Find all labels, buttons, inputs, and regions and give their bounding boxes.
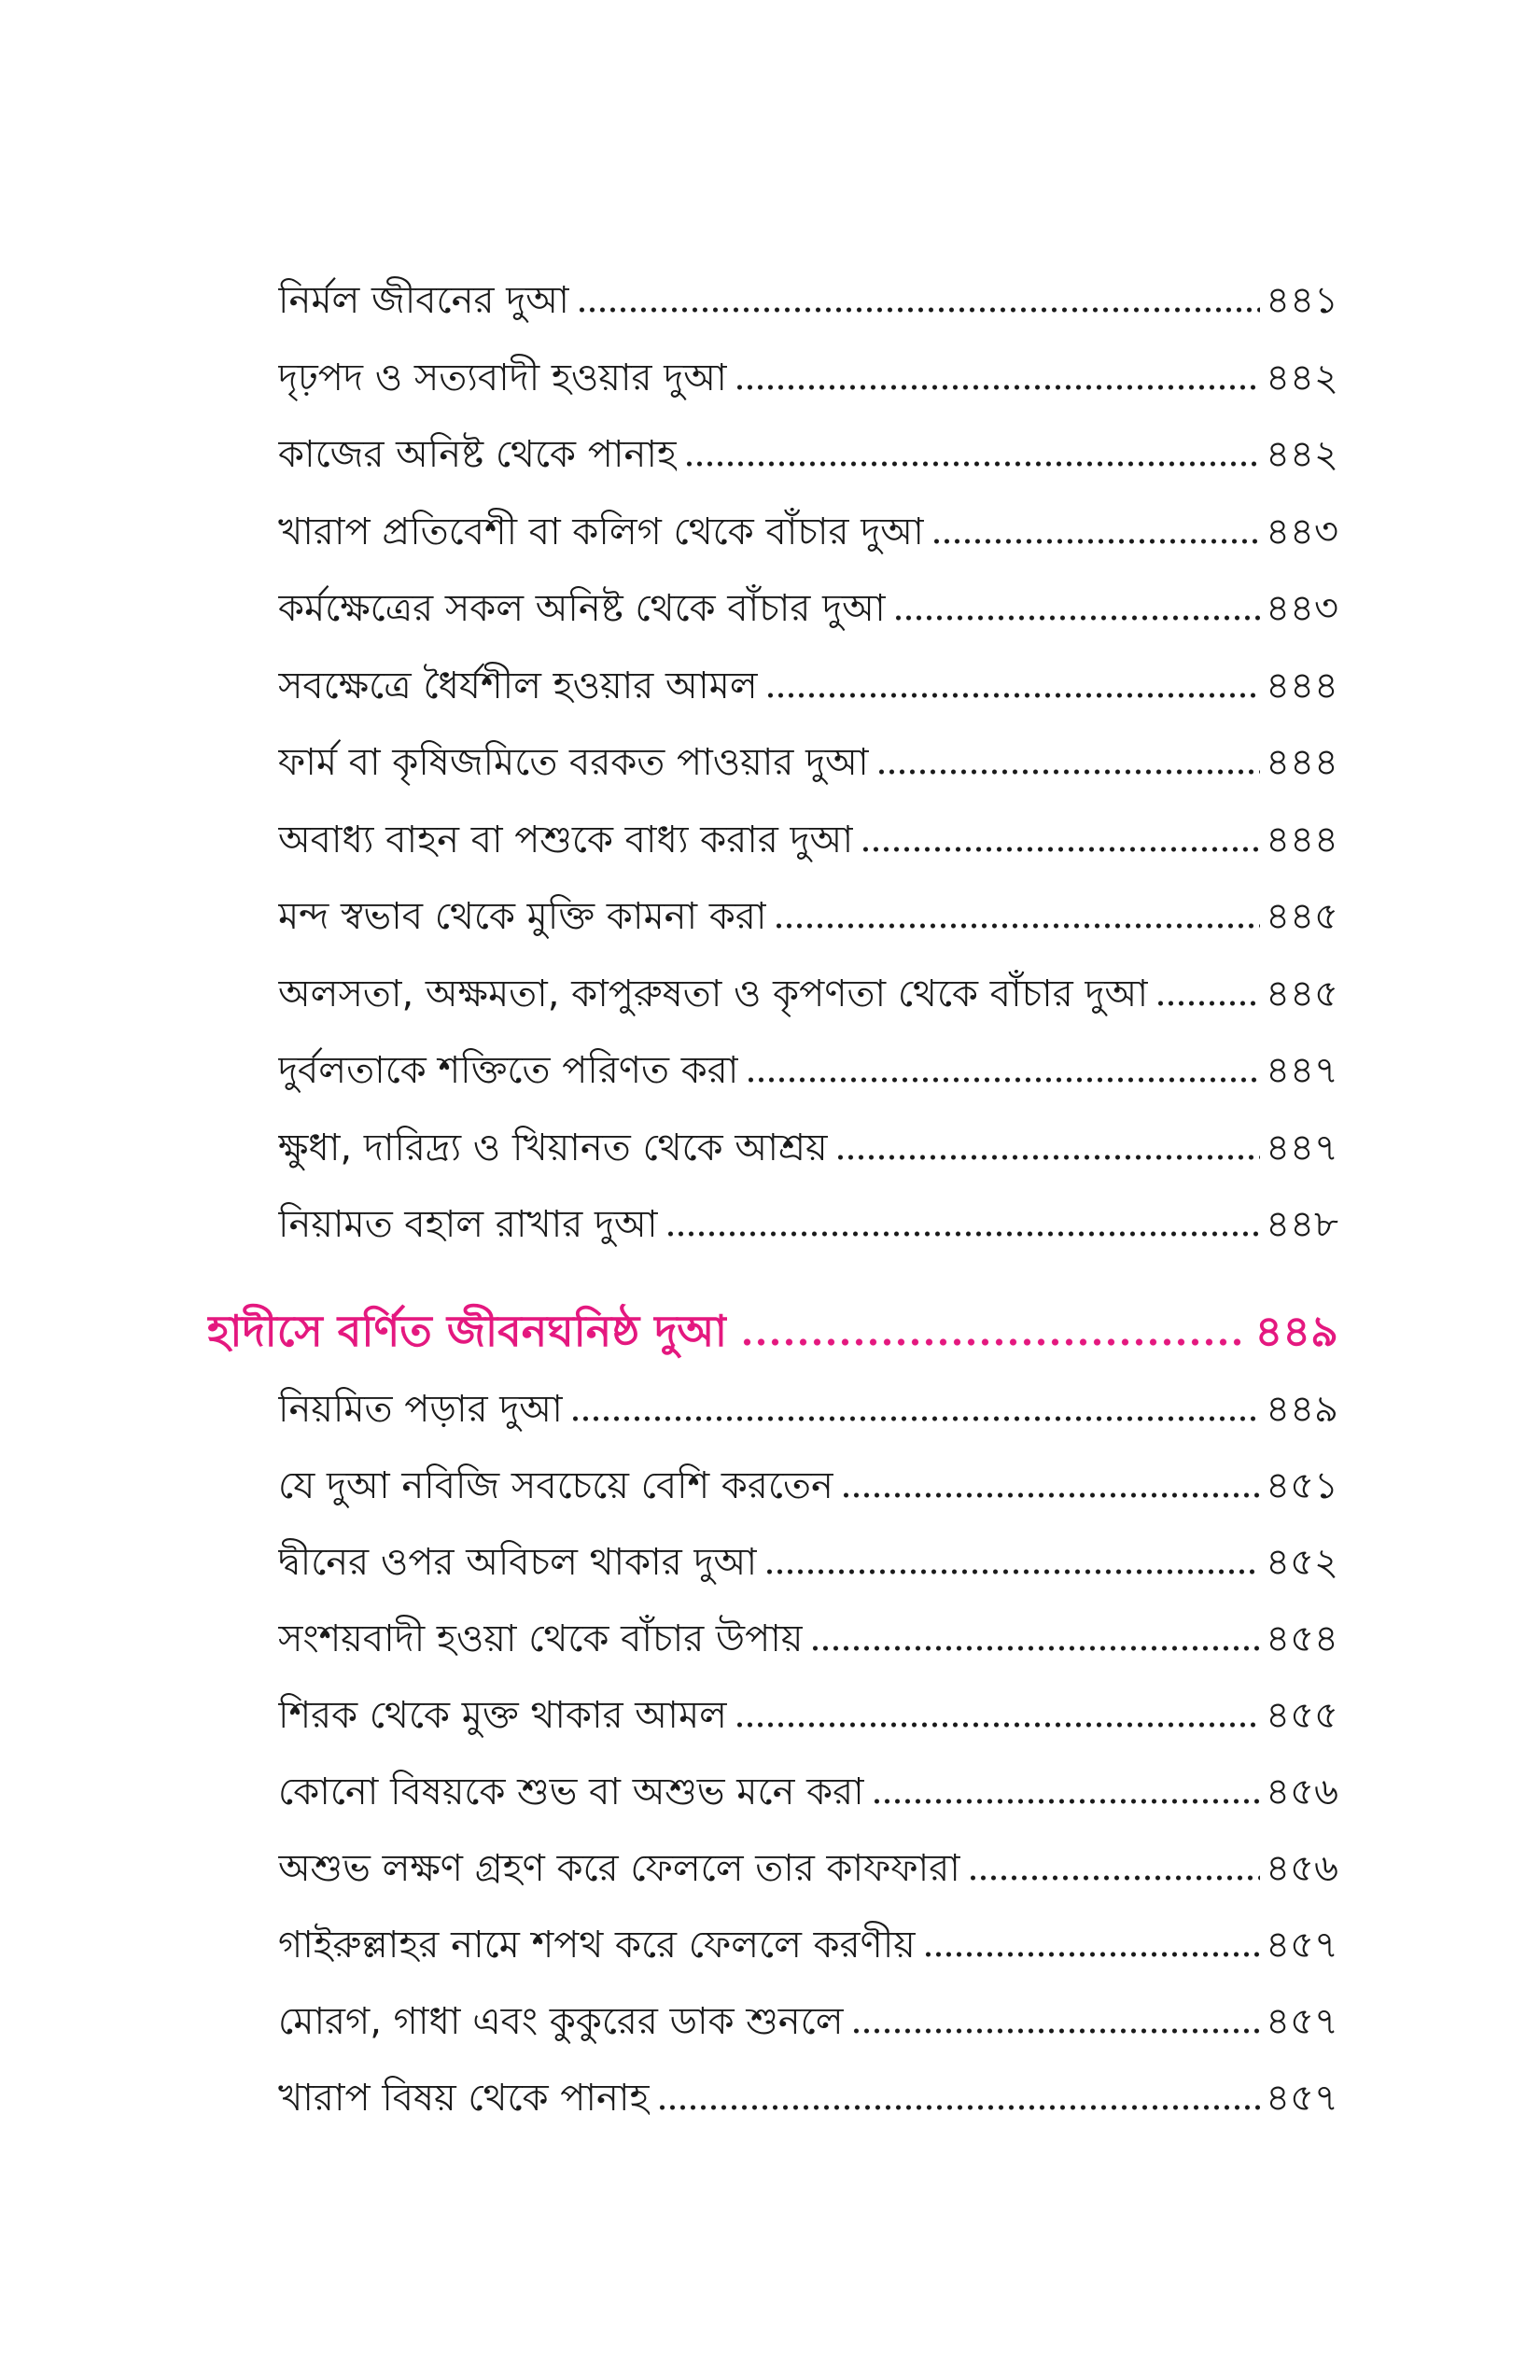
- dot-leader: [893, 615, 1260, 621]
- toc-entry-title: সবক্ষেত্রে ধৈর্যশীল হওয়ার আমল: [278, 664, 758, 707]
- toc-entry: [278, 1754, 1338, 1830]
- toc-entry: [278, 724, 1338, 802]
- toc-entry-title: নির্মল জীবনের দুআ: [278, 279, 569, 322]
- toc-entry: [278, 1524, 1338, 1601]
- toc-entry-page: ৪৪২: [1266, 433, 1338, 476]
- toc-entry: [278, 1601, 1338, 1677]
- toc-entry-page: ৪৪৪: [1266, 664, 1338, 707]
- dot-leader: [665, 1231, 1260, 1237]
- toc-entry-title: মোরগ, গাধা এবং কুকুরের ডাক শুনলে: [278, 2000, 844, 2043]
- toc-entry-page: ৪৫২: [1266, 1541, 1338, 1584]
- toc-entry: [278, 1677, 1338, 1754]
- toc-entry-title: ফার্ম বা কৃষিজমিতে বরকত পাওয়ার দুআ: [278, 741, 869, 784]
- toc-entry: [278, 956, 1338, 1033]
- toc-entry-page: ৪৪৩: [1266, 587, 1338, 630]
- dot-leader: [740, 1338, 1243, 1346]
- toc-entry: [278, 340, 1338, 417]
- dot-leader: [684, 461, 1260, 467]
- dot-leader: [1155, 1001, 1260, 1006]
- toc-entry-page: ৪৫৬: [1266, 1771, 1338, 1813]
- toc-entry-title: যে দুআ নবিজি সবচেয়ে বেশি করতেন: [278, 1464, 833, 1507]
- toc-entry-page: ৪৪৪: [1266, 741, 1338, 784]
- toc-entry: [278, 1830, 1338, 1907]
- dot-leader: [851, 2028, 1261, 2034]
- toc-section-heading: [207, 1284, 1338, 1378]
- dot-leader: [764, 1569, 1260, 1575]
- toc-entry-title: খারাপ বিষয় থেকে পানাহ: [278, 2077, 650, 2120]
- toc-entry-title: দৃঢ়পদ ও সত্যবাদী হওয়ার দুআ: [278, 356, 727, 399]
- dot-leader: [657, 2105, 1261, 2110]
- toc-entry-title: অবাধ্য বাহন বা পশুকে বাধ্য করার দুআ: [278, 818, 854, 861]
- toc-section-page: ৪৪৯: [1254, 1306, 1338, 1356]
- toc-entry-title: দুর্বলতাকে শক্তিতে পরিণত করা: [278, 1049, 739, 1092]
- toc-entry-page: ৪৫১: [1266, 1464, 1338, 1507]
- toc-entry: [278, 416, 1338, 494]
- toc-entry-title: খারাপ প্রতিবেশী বা কলিগ থেকে বাঁচার দুআ: [278, 510, 924, 553]
- toc-entry: [278, 878, 1338, 956]
- toc-entry-title: গাইরুল্লাহর নামে শপথ করে ফেললে করণীয়: [278, 1924, 916, 1967]
- toc-section-title: হাদীসে বর্ণিত জীবনঘনিষ্ঠ দুআ: [207, 1306, 728, 1356]
- toc-entry-page: ৪৪৫: [1266, 895, 1338, 938]
- toc-entry: [278, 1110, 1338, 1187]
- toc-entry-title: কোনো বিষয়কে শুভ বা অশুভ মনে করা: [278, 1771, 864, 1813]
- toc-entry: [278, 802, 1338, 879]
- dot-leader: [746, 1077, 1260, 1083]
- dot-leader: [570, 1416, 1260, 1421]
- toc-entry-title: ক্ষুধা, দারিদ্র্য ও খিয়ানত থেকে আশ্রয়: [278, 1126, 828, 1169]
- toc-entry-title: শিরক থেকে মুক্ত থাকার আমল: [278, 1694, 727, 1737]
- toc-entry-title: নিয়মিত পড়ার দুআ: [278, 1388, 563, 1431]
- dot-leader: [765, 693, 1261, 698]
- toc-entry-page: ৪৪৮: [1266, 1203, 1338, 1246]
- toc-entry-page: ৪৪৪: [1266, 818, 1338, 861]
- toc-entry: [278, 1186, 1338, 1264]
- toc-entry: [278, 2060, 1338, 2136]
- toc-entry: [278, 648, 1338, 725]
- dot-leader: [923, 1952, 1260, 1957]
- toc-entry-page: ৪৪১: [1266, 279, 1338, 322]
- toc-entry-page: ৪৪৭: [1266, 1049, 1338, 1092]
- dot-leader: [835, 1155, 1260, 1160]
- dot-leader: [774, 923, 1260, 929]
- toc-entry-page: ৪৫৭: [1266, 1924, 1338, 1967]
- dot-leader: [861, 847, 1260, 852]
- toc-entry-page: ৪৫৬: [1266, 1847, 1338, 1890]
- toc-entry-title: কাজের অনিষ্ট থেকে পানাহ: [278, 433, 677, 476]
- toc-entry-page: ৪৫৭: [1266, 2000, 1338, 2043]
- toc-entry: [278, 570, 1338, 648]
- toc-entry: [278, 1371, 1338, 1448]
- toc-entry-title: অশুভ লক্ষণ গ্রহণ করে ফেললে তার কাফফারা: [278, 1847, 960, 1890]
- toc-entry-title: সংশয়বাদী হওয়া থেকে বাঁচার উপায়: [278, 1617, 804, 1660]
- dot-leader: [968, 1875, 1260, 1881]
- toc-entry: [278, 1448, 1338, 1524]
- toc-entry-page: ৪৪৩: [1266, 510, 1338, 553]
- toc-list-continued: [278, 262, 1338, 1264]
- toc-entry-page: ৪৫৭: [1266, 2077, 1338, 2120]
- toc-entry-title: অলসতা, অক্ষমতা, কাপুরুষতা ও কৃপণতা থেকে বাঁচার দুআ: [278, 972, 1149, 1015]
- toc-entry-page: ৪৪৫: [1266, 972, 1338, 1015]
- toc-entry-page: ৪৪২: [1266, 356, 1338, 399]
- toc-entry: [278, 1032, 1338, 1110]
- toc-entry-page: ৪৫৪: [1266, 1617, 1338, 1660]
- dot-leader: [577, 307, 1260, 313]
- toc-entry-title: মন্দ স্বভাব থেকে মুক্তি কামনা করা: [278, 895, 767, 938]
- toc-entry-page: ৪৪৭: [1266, 1126, 1338, 1169]
- toc-entry-page: ৪৪৯: [1266, 1388, 1338, 1431]
- toc-entry-title: কর্মক্ষেত্রের সকল অনিষ্ট থেকে বাঁচার দুআ: [278, 587, 886, 630]
- dot-leader: [931, 539, 1260, 544]
- toc-entry-title: দ্বীনের ওপর অবিচল থাকার দুআ: [278, 1541, 758, 1584]
- dot-leader: [735, 385, 1260, 390]
- toc-entry: [278, 1983, 1338, 2060]
- toc-entry: [278, 262, 1338, 340]
- toc-section-entries: [278, 1371, 1338, 2136]
- toc-entry: [278, 1907, 1338, 1983]
- dot-leader: [872, 1799, 1260, 1804]
- toc-entry-title: নিয়ামত বহাল রাখার দুআ: [278, 1203, 658, 1246]
- toc-entry-page: ৪৫৫: [1266, 1694, 1338, 1737]
- toc-entry: [278, 494, 1338, 571]
- dot-leader: [735, 1722, 1260, 1728]
- dot-leader: [876, 769, 1260, 775]
- dot-leader: [841, 1492, 1260, 1498]
- dot-leader: [810, 1645, 1260, 1651]
